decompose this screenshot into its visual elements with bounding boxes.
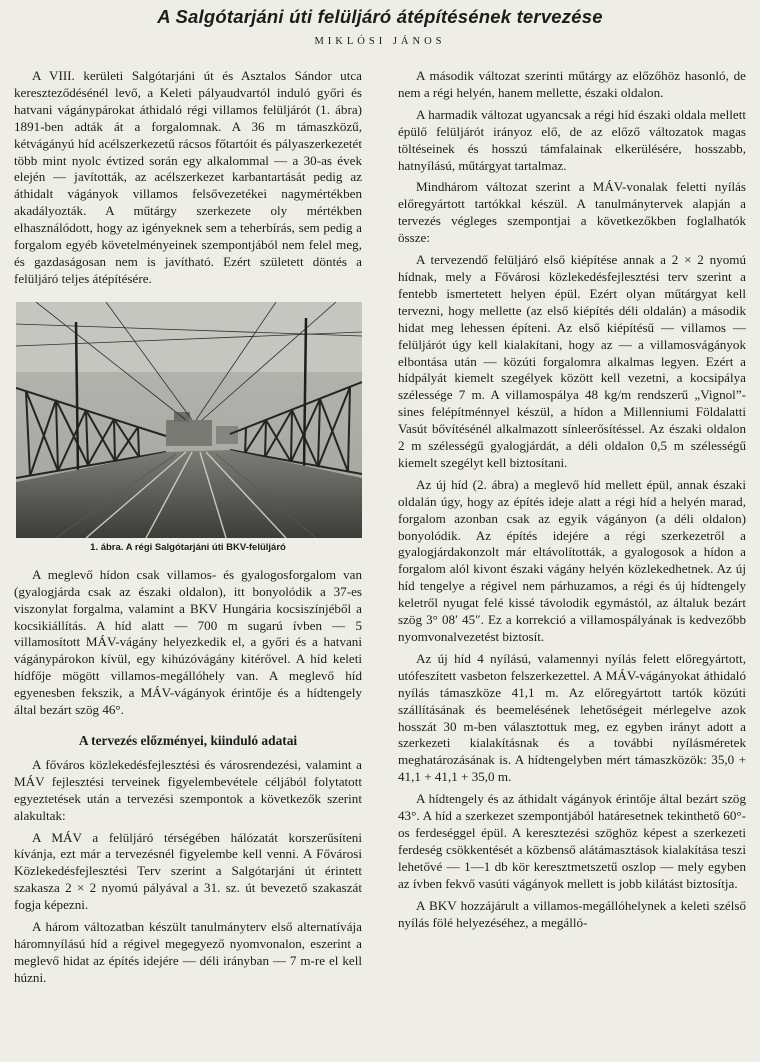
paragraph: A VIII. kerületi Salgótarjáni út és Asztalos Sándor utca kereszteződésénél levő, a Keleti pályaudvartól induló győri és hatvani vágánypárokat áthidaló régi villamos felüljárót (1. ábra) 1891-ben adták át a forgalomnak. A 36 m támaszközű, kétvágányú híd acélszerkezetű rácsos főtartóit és pályaszerkezetét több mint nyolc évtized során egy alkalommal — a 30-as évek elején — javították, az acélszerkezet karbantartását pedig az áthidalt vágányok villamos felsővezetékei nagymértékben akadályozták. A műtárgy szerkezete oly mértékben elhasználódott, hogy az igényeknek sem a teherbírás, sem pedig a forgalom egyéb követelményeinek szempontjából nem felel meg, és gazdaságosan nem is javítható. Ezért született döntés a felüljáró teljes átépítésére. — [14, 68, 362, 286]
paragraph: Az új híd (2. ábra) a meglevő híd mellett épül, annak északi oldalán úgy, hogy az építés ideje alatt a régi híd a helyén marad, forgalom azonban csak az egyik vágányon (a déli oldalon) bonyolódik. Az építés idejére a régi szerkezetről a gyalogjárdakonzolt már eltávolították, a gyalogosok a hídon a forgalom alól kivont északi vágány helyén közlekedhetnek. Az új híd tengelye a régivel nem párhuzamos, a régi és új hídtengely keletről nyugat felé kissé távolodik egymástól, az általuk bezárt szög 3° 08′ 45″. Ez a korrekció a villamospályának is kedvezőbb nyomvonalvezetést biztosít. — [398, 476, 746, 644]
section-heading: A tervezés előzményei, kiinduló adatai — [78, 732, 298, 748]
paragraph: Az új híd 4 nyílású, valamennyi nyílás felett előregyártott, utófeszített vasbeton felszerkezettel. A MÁV-vágányokat áthidaló nyílás támaszköze 41,1 m. Az előregyártott tartók közúti szállításának és beemelésének lehetőségeit mérlegelve azok hosszát 30 m-ben választottuk meg, ez egyben irányt adott a szerkezeti kialakításnak és a további nyílásméretek meghatározásának is. A hídtengelyben mért támaszközök: 35,0 + 41,1 + 41,1 + 35,0 m. — [398, 650, 746, 785]
paragraph: A hídtengely és az áthidalt vágányok érintője által bezárt szög 43°. A híd a szerkezet szempontjából határesetnek tekinthető 60°-os ferdeséggel épül. A keresztezési szöghöz képest a szerkezeti ferdeség csökkentését a közbenső alátámasztások kialakítása teszi lehetővé — 1—1 db kör keresztmetszetű oszlop — mely egyben az ívben fekvő vasúti vágányok mellett is jobb kilátást biztosítja. — [398, 791, 746, 891]
bridge-photo-illustration — [16, 302, 362, 538]
article-title: A Salgótarjáni úti felüljáró átépítésének tervezése — [157, 6, 603, 27]
paragraph: A BKV hozzájárult a villamos-megállóhelynek a keleti szélső nyílás fölé helyezéséhez, a megálló- — [398, 897, 746, 930]
paragraph: A három változatban készült tanulmányterv első alternatívája háromnyílású híd a régivel megegyező nyomvonalon, eszerint a meglevő hidat az építés idejére — déli irányban — 7 m-re el kell húzni. — [14, 919, 362, 985]
right-column — [398, 68, 746, 936]
paragraph: A második változat szerinti műtárgy az előzőhöz hasonló, de nem a régi helyén, hanem mellette, északi oldalon. — [398, 68, 746, 100]
paragraph: Mindhárom változat szerint a MÁV-vonalak feletti nyílás előregyártott tartókkal készül. A tanulmánytervek alapján a tervezés végleges szempontjai a következőkben foglalhatók össze: — [398, 179, 746, 246]
figure-caption: 1. ábra. A régi Salgótarjáni úti BKV-felüljáró — [90, 541, 286, 553]
article-author: MIKLÓSI JÁNOS — [314, 36, 446, 47]
bridge-photo — [16, 302, 362, 538]
paragraph: A meglevő hídon csak villamos- és gyalogosforgalom van (gyalogjárda csak az északi oldalon), itt bonyolódik a 37-es viszonylat forgalma, valamint a BKV Hungária kocsiszínjéből a kocsikiállítás. A híd alatt — 700 m sugarú ívben — 5 villamosított MÁV-vágány helyezkedik el, a győri és a hatvani vágánypárokon kívül, egy kihúzóvágány kitérővel. A híd keleti hídfője mögött villamos-megállóhely van. A meglevő híd egyenesben fekszik, a MÁV-vágányok érintője és a hídtengely által bezárt szög 46°. — [14, 566, 362, 718]
left-column — [14, 68, 362, 992]
paragraph: A harmadik változat ugyancsak a régi híd északi oldala mellett épülő felüljárót irányoz elő, de az előző változatok magas töltéseinek és hosszú támfalainak elkerülésére, hosszabb, hatnyílású, műtárgyat tartalmaz. — [398, 106, 746, 173]
paragraph: A MÁV a felüljáró térségében hálózatát korszerűsíteni kívánja, ezt már a tervezésnél figyelembe kell venni. A Fővárosi Közlekedésfejlesztési Terv szerint a Salgótarjáni út érintett szakasza 2 × 2 nyomú pályával a 31. sz. út bevezető szakaszát fogja képezni. — [14, 829, 362, 913]
paragraph: A tervezendő felüljáró első kiépítése annak a 2 × 2 nyomú hídnak, mely a Fővárosi közlekedésfejlesztési terv szerint a fentebb ismertetett helyen épül. Ezért olyan műtárgyat kell tervezni, hogy mellette (az első kiépítés déli oldalán) a második hidat meg lehessen építeni. Az első kiépítésű — villamos — felüljárót úgy kell kialakítani, hogy az — a villamosvágányok elbontása után — közúti forgalomra alkalmas legyen. Ezért a hídpályát kiemelt szegélyek között kell vezetni, a kocsipálya szélessége 7 m. A villamospálya 48 kg/m rendszerű „Vignol”-sines felépítménnyel készül, a hídon a Millenniumi Földalatti Vasút bővítésénél alkalmazott sínleerősítéssel. Az északi oldalon 2 m szélességű gyalogjárdát, a déli oldalon 0,5 m szélességű kiemelt szegélyt kell biztosítani. — [398, 252, 746, 470]
paragraph: A főváros közlekedésfejlesztési és városrendezési, valamint a MÁV fejlesztési terveinek figyelembevétele céljából folytatott egyeztetések után a tervezési szempontok a következők szerint alakultak: — [14, 756, 362, 823]
